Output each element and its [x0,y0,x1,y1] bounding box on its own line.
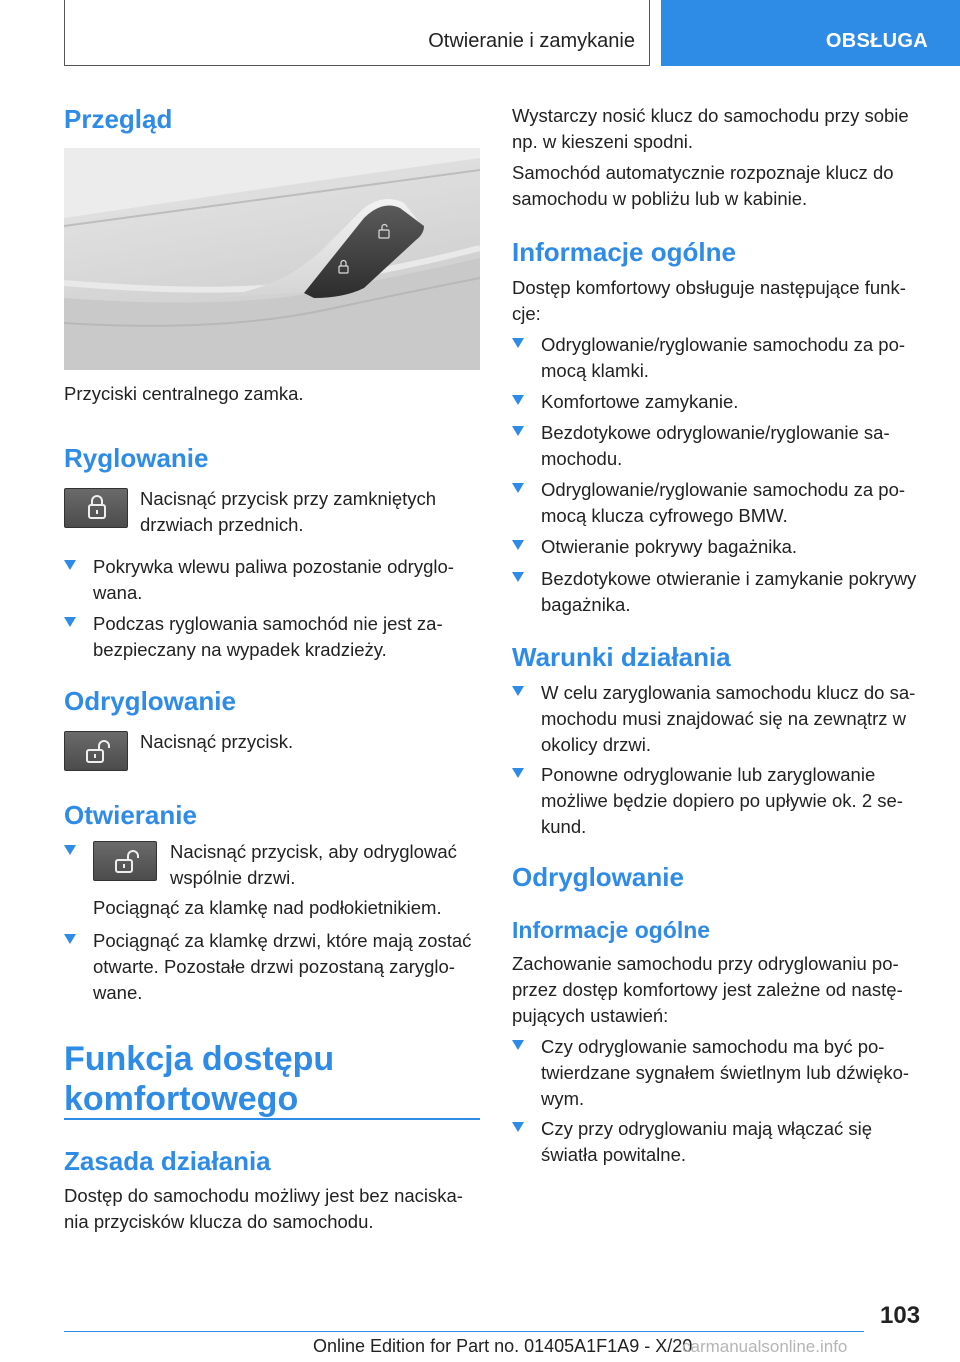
intro-paragraph-1: Wystarczy nosić klucz do samochodu przy sobie np. w kieszeni spodni. [512,105,909,152]
lock-button-icon [64,488,128,528]
zasada-text: Dostęp do samochodu możliwy jest bez naciska- nia przycisków klucza do samochodu. [64,1185,463,1232]
photo-caption: Przyciski centralnego zamka. [64,383,304,404]
heading-zasada-dzialania: Zasada działania [64,1146,271,1176]
list-item: Bezdotykowe otwieranie i zamykanie pokrywy bagażnika. [512,566,927,618]
bullet-triangle-icon [64,845,76,855]
bullet-triangle-icon [512,572,524,582]
list-item: Ponowne odryglowanie lub zaryglowanie możliwe będzie dopiero po upływie ok. 2 se- kund. [512,762,927,840]
heading-przeglad: Przegląd [64,104,173,134]
otwieranie-bullet1-subtext: Pociągnąć za klamkę nad podłokietnikiem. [93,897,442,918]
list-item: Pokrywka wlewu paliwa pozostanie odryglo- wana. [64,554,480,606]
list-item: Otwieranie pokrywy bagażnika. [512,534,927,560]
odryglowanie-right-text: Zachowanie samochodu przy odryglowaniu po- przez dostęp komfortowy jest zależne od nastę- pujących ustawień: [512,953,903,1026]
bullet-triangle-icon [512,395,524,405]
intro-paragraph-2: Samochód automatycznie rozpoznaje klucz do samochodu w pobliżu lub w kabinie. [512,162,894,209]
unlock-button-icon [93,841,157,881]
bullet-triangle-icon [512,1040,524,1050]
heading-funkcja-dostepu: Funkcja dostępu komfortowego [64,1040,335,1118]
informacje-text: Dostęp komfortowy obsługuje następujące funk- cje: [512,277,906,324]
ryglowanie-text: Nacisnąć przycisk przy zamkniętych drzwiach przednich. [140,488,437,535]
list-item: Czy odryglowanie samochodu ma być po- twierdzane sygnałem świetlnym lub dźwięko- wym. [512,1034,927,1112]
page-header [0,0,960,66]
heading-informacje-ogolne: Informacje ogólne [512,237,736,267]
bullet-triangle-icon [512,540,524,550]
page-number: 103 [880,1302,921,1329]
door-lock-buttons-photo [64,148,480,370]
section-divider [64,1118,480,1120]
bullet-triangle-icon [512,338,524,348]
subheading-informacje-ogolne: Informacje ogólne [512,917,711,943]
list-item: Podczas ryglowania samochód nie jest za- bezpieczany na wypadek kradzieży. [64,611,480,663]
list-item: Odryglowanie/ryglowanie samochodu za po- mocą klamki. [512,332,927,384]
footer-divider [64,1331,864,1332]
footer-edition: Online Edition for Part no. 01405A1F1A9 - X/20 [313,1336,693,1356]
list-item: W celu zaryglowania samochodu klucz do sa- mochodu musi znajdować się na zewnątrz w okolicy drzwi. [512,680,927,758]
bullet-triangle-icon [64,617,76,627]
bullet-triangle-icon [64,560,76,570]
heading-ryglowanie: Ryglowanie [64,443,209,473]
header-chapter-tab [661,0,960,66]
door-handle-illustration [64,148,480,370]
unlock-button-icon [64,731,128,771]
heading-odryglowanie: Odryglowanie [64,686,236,716]
bullet-triangle-icon [512,768,524,778]
list-item: Czy przy odryglowaniu mają włączać się światła powitalne. [512,1116,927,1168]
list-item: Odryglowanie/ryglowanie samochodu za po- mocą klucza cyfrowego BMW. [512,477,927,529]
list-item: Bezdotykowe odryglowanie/ryglowanie sa- mochodu. [512,420,927,472]
bullet-triangle-icon [64,934,76,944]
heading-warunki-dzialania: Warunki działania [512,642,731,672]
heading-odryglowanie-right: Odryglowanie [512,862,684,892]
heading-otwieranie: Otwieranie [64,800,197,830]
watermark: carmanualsonline.info [682,1337,848,1356]
odryglowanie-text: Nacisnąć przycisk. [140,731,294,752]
header-section-box [64,0,650,66]
otwieranie-bullet1-text: Nacisnąć przycisk, aby odryglować wspólnie drzwi. [170,841,457,888]
bullet-triangle-icon [512,483,524,493]
list-item: Pociągnąć za klamkę drzwi, które mają zostać otwarte. Pozostałe drzwi pozostaną zaryglo- wane. [64,928,480,1006]
bullet-triangle-icon [512,1122,524,1132]
bullet-triangle-icon [512,426,524,436]
bullet-triangle-icon [512,686,524,696]
header-section-title: Otwieranie i zamykanie [428,30,635,52]
list-item: Komfortowe zamykanie. [512,389,927,415]
header-chapter-label: OBSŁUGA [825,30,928,52]
